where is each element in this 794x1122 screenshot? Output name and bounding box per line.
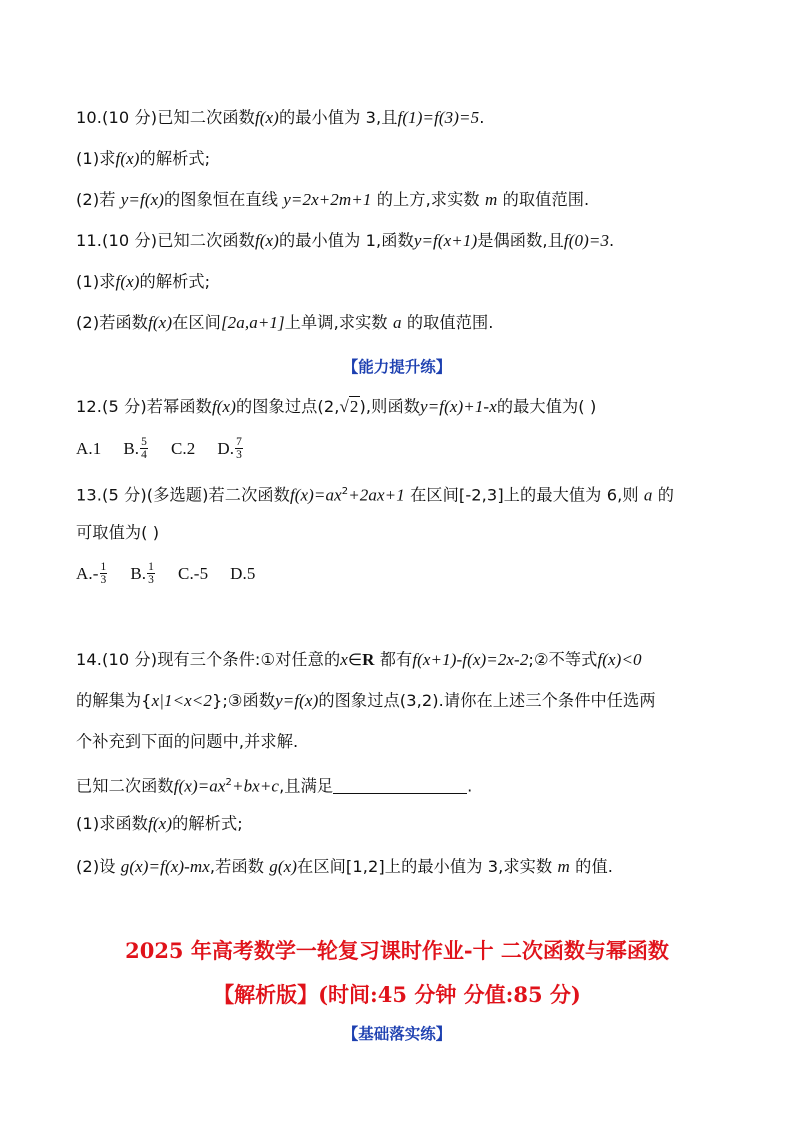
section-basic-heading: 【基础落实练】 <box>342 1025 452 1043</box>
q13-option-b-label: B. <box>130 564 147 583</box>
q12-option-a: A.1 <box>76 439 102 458</box>
fraction <box>100 561 108 586</box>
q13-mid: 在区间[-2,3]上的最大值为 6,则 <box>410 485 639 505</box>
q11-p2-mid2: 上单调,求实数 <box>284 313 388 332</box>
q10-fx: f(x) <box>254 108 279 127</box>
q13-fx2: +2ax+1 <box>348 485 405 505</box>
q13-option-c: C.-5 <box>178 564 209 583</box>
q14-l2-set: x|1<x<2 <box>151 691 212 710</box>
q13-a: a <box>643 485 653 505</box>
q10-end: . <box>479 108 485 127</box>
q10-part1 <box>76 148 210 170</box>
q10-cond: f(1)=f(3)=5 <box>397 108 480 127</box>
q14-l4-fx: f(x)=ax <box>173 776 226 796</box>
section-ability-heading: 【能力提升练】 <box>342 358 452 376</box>
q14-l4-fx2: +bx+c <box>232 776 280 796</box>
fraction-den: 3 <box>148 574 155 586</box>
q10-p1-pre: (1)求 <box>76 149 116 168</box>
q13-option-a-label: A.- <box>76 564 99 583</box>
q11-p2-a: a <box>392 313 402 332</box>
q14-l1-R: R <box>362 650 375 669</box>
q14-l2-pre: 的解集为{ <box>76 691 152 710</box>
q14-p2-g: g(x)=f(x)-mx <box>120 857 210 876</box>
q13-fx: f(x)=ax <box>289 485 342 505</box>
q11-part2 <box>76 312 494 334</box>
q14-l1-ineq: f(x)<0 <box>597 650 642 669</box>
q13-stem-line2: 可取值为( ) <box>76 523 160 542</box>
q14-l1-mid2: ;②不等式 <box>528 650 598 669</box>
q14-stem-line2 <box>76 690 656 712</box>
q10-p2-pre: (2)若 <box>76 190 116 209</box>
q11-p2-int: [2a,a+1] <box>220 313 285 332</box>
q14-p2-post: 的值. <box>575 857 613 876</box>
sqrt-sign: √ <box>339 397 349 416</box>
q14-l2-y: y=f(x) <box>275 691 319 710</box>
q13-sup: 2 <box>341 486 349 497</box>
q10-p2-post: 的取值范围. <box>502 190 590 209</box>
q14-l1-in: ∈ <box>347 650 363 669</box>
q14-stem-line1 <box>76 649 642 671</box>
fraction-num: 7 <box>236 436 242 448</box>
fraction-num: 5 <box>141 436 147 448</box>
q14-l1-x: x <box>340 650 348 669</box>
q11-p1-post: 的解析式; <box>139 272 211 291</box>
q10-part2 <box>76 189 589 211</box>
q10-p2-line: y=2x+2m+1 <box>283 190 372 209</box>
q14-l4-end: . <box>467 776 473 796</box>
q10-mid: 的最小值为 3,且 <box>278 108 398 127</box>
q12-stem <box>76 396 596 418</box>
q12-options <box>76 437 266 462</box>
q14-p2-m: m <box>557 857 570 876</box>
fraction-num: 1 <box>148 561 155 573</box>
q14-stem-line3: 个补充到下面的问题中,并求解. <box>76 732 299 751</box>
q12-option-b-label: B. <box>123 439 140 458</box>
q14-p2-mid2: 在区间[1,2]上的最小值为 3,求实数 <box>297 857 553 876</box>
q12-mid: 的图象过点(2, <box>235 397 340 416</box>
q12-option-c: C.2 <box>170 439 196 458</box>
q11-p2-mid: 在区间 <box>172 313 221 332</box>
q13-head: 13.(5 分)(多选题)若二次函数 <box>76 485 290 505</box>
q12-mid2: ),则函数 <box>359 397 421 416</box>
q12-y: y=f(x)+1-x <box>420 397 497 416</box>
q10-p2-m: m <box>484 190 498 209</box>
doc-title: 2025 年高考数学一轮复习课时作业-十 二次函数与幂函数 <box>125 938 669 963</box>
q11-p1-pre: (1)求 <box>76 272 116 291</box>
q14-l1-eq: f(x+1)-f(x)=2x-2 <box>412 650 529 669</box>
q11-p2-post: 的取值范围. <box>406 313 494 332</box>
q10-p2-mid2: 的上方,求实数 <box>376 190 480 209</box>
q11-mid: 的最小值为 1,函数 <box>278 231 414 250</box>
q13-option-b <box>130 561 156 586</box>
fraction-num: 1 <box>100 561 107 573</box>
q14-p2-pre: (2)设 <box>76 857 116 876</box>
fraction-den: 4 <box>141 449 147 461</box>
sqrt-two <box>339 396 359 418</box>
q13-option-d: D.5 <box>230 564 256 583</box>
q14-l4-pre: 已知二次函数 <box>76 776 174 796</box>
q11-p2-pre: (2)若函数 <box>76 313 149 332</box>
fraction <box>147 561 155 586</box>
q12-post: 的最大值为( ) <box>496 397 597 416</box>
q14-part2 <box>76 856 613 878</box>
q11-p2-fx: f(x) <box>148 313 173 332</box>
q14-p2-mid: ,若函数 <box>209 857 265 876</box>
q11-stem <box>76 230 614 252</box>
q11-part1 <box>76 271 210 293</box>
q14-p1-fx: f(x) <box>148 814 173 833</box>
q11-f0: f(0)=3 <box>563 231 610 250</box>
q11-head: 11.(10 分)已知二次函数 <box>76 231 255 250</box>
q11-mid2: 是偶函数,且 <box>477 231 564 250</box>
q13-stem <box>76 481 674 506</box>
q14-p2-g2: g(x) <box>269 857 298 876</box>
fraction <box>140 436 148 461</box>
q12-option-d-label: D. <box>217 439 235 458</box>
q11-end: . <box>609 231 615 250</box>
q12-fx: f(x) <box>211 397 236 416</box>
q13-option-a <box>76 561 108 586</box>
q14-l2-mid: };③函数 <box>211 691 276 710</box>
q10-head: 10.(10 分)已知二次函数 <box>76 108 255 127</box>
q14-l4-sup: 2 <box>225 777 233 788</box>
doc-subtitle: 【解析版】(时间:45 分钟 分值:85 分) <box>213 982 581 1007</box>
q10-p1-fx: f(x) <box>115 149 140 168</box>
q14-l2-post: 的图象过点(3,2).请你在上述三个条件中任选两 <box>318 691 656 710</box>
q10-p1-post: 的解析式; <box>139 149 211 168</box>
q12-head: 12.(5 分)若幂函数 <box>76 397 212 416</box>
q10-p2-y: y=f(x) <box>120 190 164 209</box>
q11-y: y=f(x+1) <box>413 231 478 250</box>
q14-l4-post: ,且满足 <box>279 776 334 796</box>
q14-p1-pre: (1)求函数 <box>76 814 149 833</box>
q13-options <box>76 562 278 587</box>
q14-p1-post: 的解析式; <box>172 814 243 833</box>
q14-part1 <box>76 813 243 835</box>
q12-option-b <box>123 436 149 461</box>
q11-p1-fx: f(x) <box>115 272 140 291</box>
q14-l1-mid: 都有 <box>379 650 413 669</box>
q10-stem <box>76 107 484 129</box>
q10-p2-mid: 的图象恒在直线 <box>164 190 279 209</box>
q14-l1-head: 14.(10 分)现有三个条件:①对任意的 <box>76 650 341 669</box>
answer-blank[interactable] <box>333 775 467 794</box>
q11-fx: f(x) <box>254 231 279 250</box>
fraction-den: 3 <box>100 574 107 586</box>
q14-stem-line4 <box>76 772 472 797</box>
sqrt-radicand: 2 <box>349 397 359 416</box>
fraction-den: 3 <box>236 449 242 461</box>
q12-option-d <box>217 436 244 461</box>
q13-post: 的 <box>657 485 675 505</box>
fraction <box>235 436 243 461</box>
